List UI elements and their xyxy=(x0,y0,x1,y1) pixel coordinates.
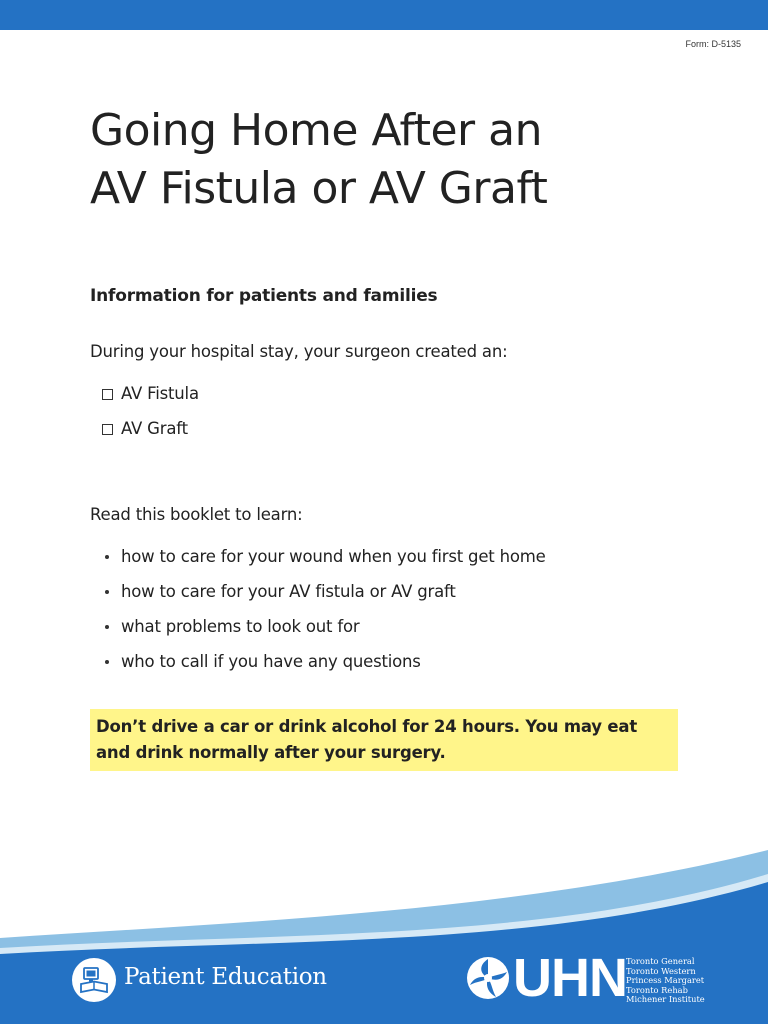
list-item xyxy=(105,644,546,679)
list-item xyxy=(105,539,546,574)
list-item-text: how to care for your wound when you first get home xyxy=(121,547,546,566)
bullet-icon xyxy=(105,660,109,664)
bullet-icon xyxy=(105,625,109,629)
uhn-sites-list xyxy=(626,957,705,1005)
learn-list xyxy=(105,539,546,679)
page-title xyxy=(90,102,710,218)
list-item-text: who to call if you have any questions xyxy=(121,652,421,671)
list-item-text: how to care for your AV fistula or AV graft xyxy=(121,582,456,601)
form-code: Form: D-5135 xyxy=(685,39,741,49)
bullet-icon xyxy=(105,555,109,559)
learn-intro-text: Read this booklet to learn: xyxy=(90,505,303,524)
checklist-item-av-graft xyxy=(102,411,199,446)
checklist-item-label: AV Graft xyxy=(121,419,188,438)
computer-and-book-icon xyxy=(72,958,116,1002)
uhn-site-name: Michener Institute xyxy=(626,994,705,1005)
procedure-checklist xyxy=(102,376,199,446)
warning-callout: Don’t drive a car or drink alcohol for 24 hours. You may eat and drink normally after your surgery. xyxy=(90,709,678,771)
page-title-line-1: Going Home After an xyxy=(90,105,542,156)
uhn-site-name: Toronto General xyxy=(626,956,695,966)
checkbox-icon[interactable] xyxy=(102,424,113,435)
uhn-site-name: Toronto Western xyxy=(626,965,696,976)
uhn-wordmark: UHN xyxy=(513,948,627,1008)
list-item xyxy=(105,574,546,609)
patient-education-label: Patient Education xyxy=(124,964,327,990)
uhn-site-name: Toronto Rehab xyxy=(626,984,688,995)
list-item-text: what problems to look out for xyxy=(121,617,360,636)
intro-text: During your hospital stay, your surgeon created an: xyxy=(90,342,508,361)
checkbox-icon[interactable] xyxy=(102,389,113,400)
page-subtitle: Information for patients and families xyxy=(90,286,438,306)
uhn-swirl-icon xyxy=(465,955,511,1001)
bullet-icon xyxy=(105,590,109,594)
list-item xyxy=(105,609,546,644)
page-title-line-2: AV Fistula or AV Graft xyxy=(90,163,548,214)
checklist-item-av-fistula xyxy=(102,376,199,411)
top-color-bar xyxy=(0,0,768,30)
uhn-site-name: Princess Margaret xyxy=(626,975,705,986)
checklist-item-label: AV Fistula xyxy=(121,384,199,403)
